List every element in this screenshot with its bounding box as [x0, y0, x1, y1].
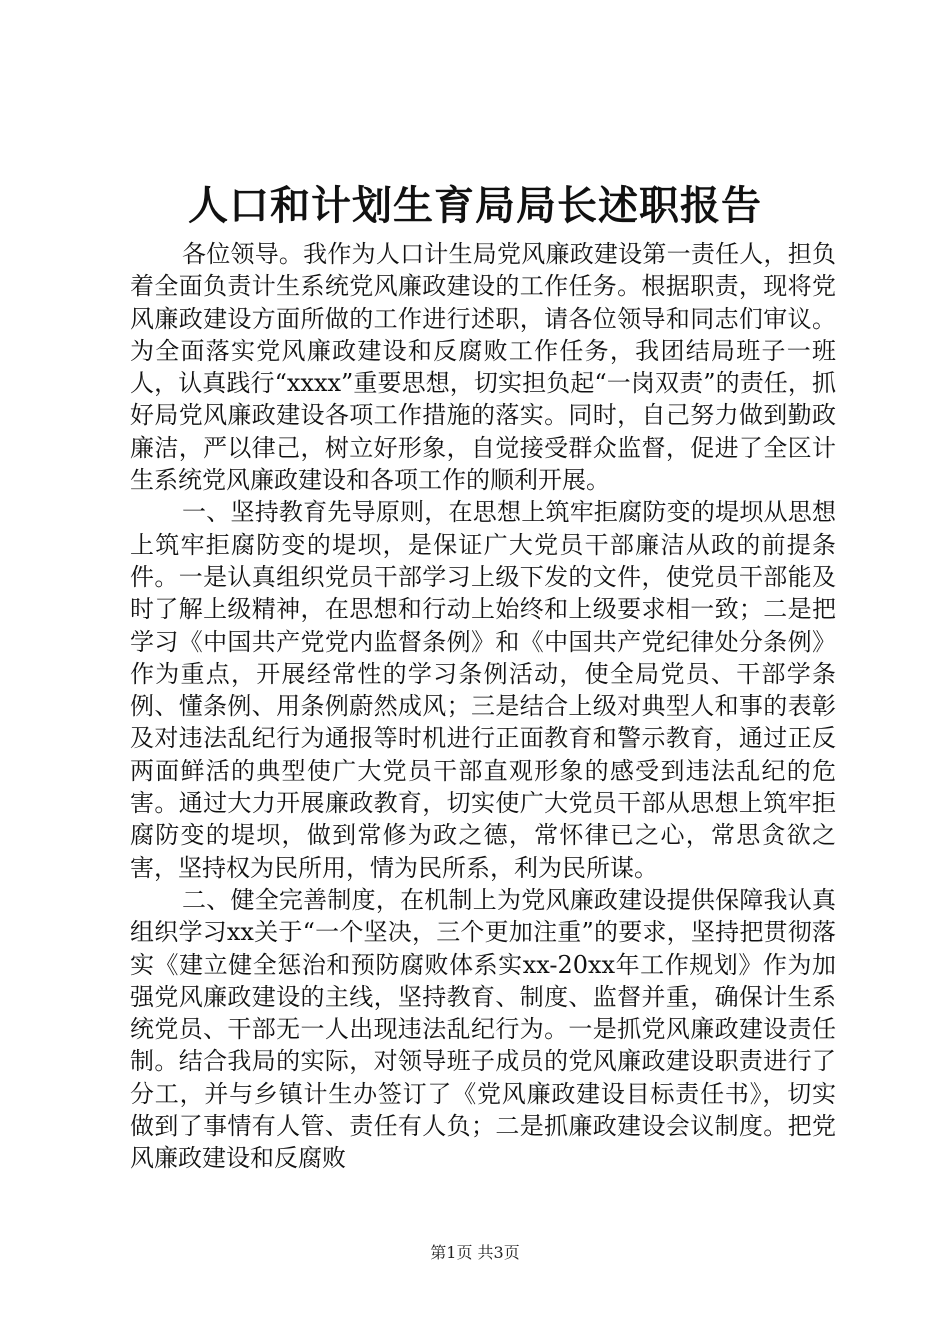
paragraph-section-2: 二、健全完善制度，在机制上为党风廉政建设提供保障我认真组织学习xx关于“一个坚决，三个更加注重”的要求，坚持把贯彻落实《建立健全惩治和预防腐败体系实xx-20xx年工作规划》作为加强党风廉政建设的主线，坚持教育、制度、监督并重，确保计生系统党员、干部无一人出现违法乱纪行为。一是抓党风廉政建设责任制。结合我局的实际，对领导班子成员的党风廉政建设职责进行了分工，并与乡镇计生办签订了《党风廉政建设目标责任书》，切实做到了事情有人管、责任有人负；二是抓廉政建设会议制度。把党风廉政建设和反腐败	[130, 885, 836, 1173]
document-body	[130, 238, 836, 1175]
paragraph-intro: 各位领导。我作为人口计生局党风廉政建设第一责任人，担负着全面负责计生系统党风廉政建设的工作任务。根据职责，现将党风廉政建设方面所做的工作进行述职，请各位领导和同志们审议。为全面落实党风廉政建设和反腐败工作任务，我团结局班子一班人，认真践行“xxxx”重要思想，切实担负起“一岗双责”的责任，抓好局党风廉政建设各项工作措施的落实。同时，自己努力做到勤政廉洁，严以律己，树立好形象，自觉接受群众监督，促进了全区计生系统党风廉政建设和各项工作的顺利开展。	[130, 240, 836, 495]
document-title: 人口和计划生育局局长述职报告	[188, 182, 762, 229]
page-footer: 第1页 共3页	[430, 1243, 520, 1262]
paragraph-section-1: 一、坚持教育先导原则，在思想上筑牢拒腐防变的堤坝从思想上筑牢拒腐防变的堤坝，是保证广大党员干部廉洁从政的前提条件。一是认真组织党员干部学习上级下发的文件，使党员干部能及时了解上级精神，在思想和行动上始终和上级要求相一致；二是把学习《中国共产党党内监督条例》和《中国共产党纪律处分条例》作为重点，开展经常性的学习条例活动，使全局党员、干部学条例、懂条例、用条例蔚然成风；三是结合上级对典型人和事的表彰及对违法乱纪行为通报等时机进行正面教育和警示教育，通过正反两面鲜活的典型使广大党员干部直观形象的感受到违法乱纪的危害。通过大力开展廉政教育，切实使广大党员干部从思想上筑牢拒腐防变的堤坝，做到常修为政之德，常怀律已之心，常思贪欲之害，坚持权为民所用，情为民所系，利为民所谋。	[130, 498, 836, 882]
